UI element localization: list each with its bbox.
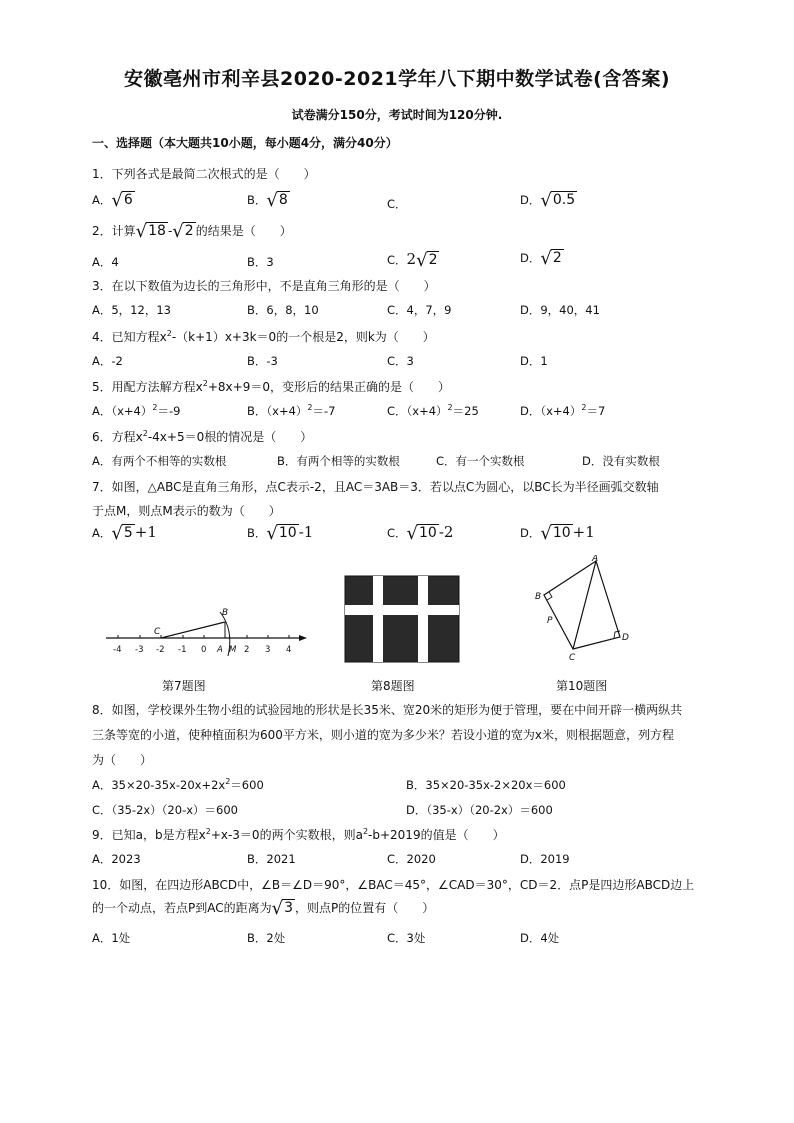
- q8-option-b: B．35×20-35x-2×20x＝600: [406, 778, 566, 792]
- option-text: -2: [438, 523, 454, 541]
- stem-text: 5．用配方法解方程x: [92, 380, 203, 394]
- exponent: 2: [152, 403, 158, 413]
- figure-8-caption: 第8题图: [371, 679, 415, 693]
- q7-option-a: [92, 523, 157, 543]
- q6-option-a: A．有两个不相等的实数根: [92, 454, 227, 468]
- option-text: ＝25: [452, 404, 479, 418]
- option-label: B．: [247, 526, 267, 540]
- q5-option-c: [387, 403, 479, 419]
- tick-label: 3: [265, 645, 271, 655]
- sqrt-expression: √18: [135, 221, 166, 242]
- vertex-B-label: B: [535, 592, 542, 602]
- stem-text: -4x+5＝0根的情况是（ ）: [147, 430, 313, 444]
- option-text: D．（x+4）: [520, 404, 582, 418]
- figure-7-number-line: [104, 600, 310, 660]
- option-label: A．: [92, 526, 112, 540]
- exponent: 2: [362, 827, 369, 836]
- vertex-D-label: D: [622, 633, 629, 643]
- q5-option-d: [520, 403, 605, 419]
- radicand: 2: [184, 223, 194, 239]
- option-text: +1: [572, 523, 595, 541]
- q2-option-b: B．3: [247, 255, 274, 269]
- question-7-line-2: 于点M，则点M表示的数为（ ）: [92, 504, 281, 518]
- exponent: 2: [307, 403, 313, 413]
- stem-text: 4．已知方程x: [92, 330, 167, 344]
- q2-option-c: [387, 250, 439, 270]
- figure-10-quadrilateral: [530, 555, 640, 665]
- exponent: 2: [205, 827, 211, 836]
- q5-option-b: [247, 403, 335, 419]
- question-5-stem: [92, 378, 450, 395]
- option-text: B．（x+4）: [247, 404, 308, 418]
- q9-option-d: D．2019: [520, 852, 570, 866]
- tick-label: -2: [156, 645, 165, 655]
- question-8-line-1: 8．如图，学校课外生物小组的试验园地的形状是长35米、宽20米的矩形为便于管理，要在中间开辟一横两纵共: [92, 703, 683, 717]
- option-label: D．: [520, 526, 541, 540]
- radicand: 8: [278, 192, 288, 208]
- q1-option-d: [520, 192, 577, 210]
- option-label: B．: [247, 193, 267, 207]
- figure-10-caption: 第10题图: [556, 679, 608, 693]
- question-2-stem: [92, 222, 292, 241]
- question-8-line-2: 三条等宽的小道，使种植面积为600平方米，则小道的宽为多少米？若设小道的宽为x米，则根据题意，列方程: [92, 728, 675, 742]
- stem-text: 的一个动点，若点P到AC的距离为: [92, 901, 272, 915]
- tick-label: A: [217, 645, 223, 655]
- option-text: ＝7: [586, 404, 606, 418]
- exponent: 2: [581, 403, 587, 413]
- q1-option-b: [247, 192, 290, 210]
- radicand: 10: [419, 525, 437, 541]
- option-label: D．: [520, 193, 541, 207]
- q9-option-a: A．2023: [92, 852, 141, 866]
- q4-option-c: C．3: [387, 354, 414, 368]
- q7-option-d: [520, 523, 595, 543]
- option-text: ＝-9: [157, 404, 181, 418]
- question-7-line-1: 7．如图，△ABC是直角三角形，点C表示-2，且AC＝3AB＝3．若以点C为圆心，以BC长为半径画弧交数轴: [92, 480, 659, 494]
- radicand: 3: [284, 900, 294, 916]
- option-label: A．: [92, 193, 112, 207]
- vertical-path-2: [418, 576, 428, 662]
- sqrt-expression: √10: [540, 523, 571, 544]
- tick-label: -3: [135, 645, 144, 655]
- stem-text: ，则点P的位置有（ ）: [295, 901, 435, 915]
- question-10-line-1: 10．如图，在四边形ABCD中，∠B＝∠D＝90°，∠BAC＝45°，∠CAD＝30°，CD＝2．点P是四边形ABCD边上: [92, 878, 695, 892]
- exponent: 2: [142, 429, 148, 438]
- option-label: C．: [387, 526, 407, 540]
- q6-option-c: C．有一个实数根: [436, 454, 525, 468]
- option-label: D．: [520, 251, 541, 265]
- minus-sign: -: [167, 224, 173, 238]
- q2-option-d: [520, 250, 564, 268]
- q7-option-c: [387, 523, 453, 543]
- option-text: ＝-7: [312, 404, 336, 418]
- sqrt-expression: √2: [540, 248, 562, 269]
- stem-text: 6．方程x: [92, 430, 143, 444]
- q8-option-c: C．（35-2x）（20-x）＝600: [92, 803, 238, 817]
- question-3-stem: 3．在以下数值为边长的三角形中，不是直角三角形的是（ ）: [92, 279, 436, 293]
- tick-label: -4: [113, 645, 122, 655]
- exponent: 2: [225, 777, 231, 787]
- stem-text: -（k+1）x+3k＝0的一个根是2，则k为（ ）: [171, 330, 435, 344]
- axis-arrow: [299, 635, 307, 641]
- radicand: 2: [552, 250, 562, 266]
- stem-text: +x-3＝0的两个实数根，则a: [210, 828, 363, 842]
- vertex-C-label: C: [569, 653, 576, 663]
- q1-option-a: [92, 192, 135, 210]
- sqrt-expression: √6: [111, 190, 133, 211]
- q10-option-a: A．1处: [92, 931, 131, 945]
- radicand: 0.5: [552, 192, 576, 208]
- q4-option-a: A．-2: [92, 354, 123, 368]
- coefficient: 2: [406, 250, 417, 268]
- exponent: 2: [166, 329, 172, 338]
- radicand: 2: [428, 252, 438, 268]
- q5-option-a: [92, 403, 180, 419]
- q1-option-c: C．: [387, 197, 407, 211]
- question-4-stem: [92, 328, 435, 345]
- section-heading: 一、选择题（本大题共10小题，每小题4分，满分40分）: [92, 136, 398, 150]
- q10-option-d: D．4处: [520, 931, 560, 945]
- stem-text: 的结果是（ ）: [195, 224, 292, 238]
- radicand: 10: [278, 525, 297, 541]
- tick-label: 2: [244, 645, 250, 655]
- option-text: A．35×20-35x-20x+2x: [92, 778, 226, 792]
- q6-option-d: D．没有实数根: [582, 454, 660, 468]
- horizontal-path: [345, 605, 459, 615]
- segment-CB: [161, 622, 225, 638]
- tick-label: -1: [178, 645, 187, 655]
- radicand: 6: [123, 192, 133, 208]
- option-label: C．: [387, 253, 407, 267]
- sqrt-expression: √10: [406, 523, 437, 544]
- q9-option-c: C．2020: [387, 852, 436, 866]
- sqrt-expression: √8: [266, 190, 288, 211]
- option-text: +1: [134, 523, 157, 541]
- vertical-path-1: [373, 576, 383, 662]
- page-title: 安徽亳州市利辛县2020-2021学年八下期中数学试卷(含答案): [123, 68, 671, 90]
- option-text: -1: [298, 523, 314, 541]
- quadrilateral-ABCD: [544, 561, 620, 649]
- point-B-label: B: [222, 608, 229, 618]
- sqrt-expression: √5: [111, 523, 133, 544]
- sqrt-expression: √0.5: [540, 190, 576, 211]
- q8-option-d: D．（35-x）（20-2x）＝600: [406, 803, 553, 817]
- figure-7-caption: 第7题图: [162, 679, 206, 693]
- question-8-line-3: 为（ ）: [92, 753, 153, 767]
- point-P-label: P: [547, 616, 553, 626]
- q10-option-b: B．2处: [247, 931, 286, 945]
- radicand: 18: [148, 223, 166, 239]
- exponent: 2: [202, 379, 208, 388]
- sqrt-expression: √2: [172, 221, 194, 242]
- stem-text: 2．计算: [92, 224, 136, 238]
- q9-option-b: B．2021: [247, 852, 296, 866]
- q10-option-c: C．3处: [387, 931, 426, 945]
- question-6-stem: [92, 428, 312, 445]
- stem-text: -b+2019的值是（ ）: [368, 828, 505, 842]
- figure-8-garden: [344, 575, 460, 663]
- stem-text: 9．已知a，b是方程x: [92, 828, 206, 842]
- option-text: C．（x+4）: [387, 404, 448, 418]
- q3-option-b: B．6，8，10: [247, 303, 319, 317]
- tick-label: 4: [286, 645, 292, 655]
- point-C-label: C: [154, 627, 161, 637]
- exponent: 2: [447, 403, 453, 413]
- q8-option-a: [92, 777, 264, 793]
- radicand: 10: [552, 525, 571, 541]
- exam-info: 试卷满分150分，考试时间为120分钟.: [291, 108, 503, 122]
- q3-option-c: C．4，7，9: [387, 303, 452, 317]
- q7-option-b: [247, 523, 313, 543]
- question-10-line-2: [92, 899, 434, 918]
- sqrt-expression: √3: [271, 898, 294, 919]
- tick-label: 0: [201, 645, 207, 655]
- stem-text: +8x+9＝0，变形后的结果正确的是（ ）: [207, 380, 450, 394]
- q6-option-b: B．有两个相等的实数根: [277, 454, 400, 468]
- sqrt-expression: √2: [416, 250, 438, 271]
- vertex-A-label: A: [592, 555, 599, 564]
- option-text: ＝600: [230, 778, 264, 792]
- q3-option-d: D．9，40，41: [520, 303, 600, 317]
- garden-rect: [345, 576, 459, 662]
- sqrt-expression: √10: [266, 523, 297, 544]
- question-1-stem: 1．下列各式是最简二次根式的是（ ）: [92, 167, 316, 181]
- option-text: A．（x+4）: [92, 404, 153, 418]
- radicand: 5: [123, 525, 133, 541]
- tick-label: M: [229, 645, 237, 655]
- question-9-stem: [92, 826, 505, 843]
- q4-option-b: B．-3: [247, 354, 278, 368]
- q2-option-a: A．4: [92, 255, 119, 269]
- q3-option-a: A．5，12，13: [92, 303, 171, 317]
- q4-option-d: D．1: [520, 354, 548, 368]
